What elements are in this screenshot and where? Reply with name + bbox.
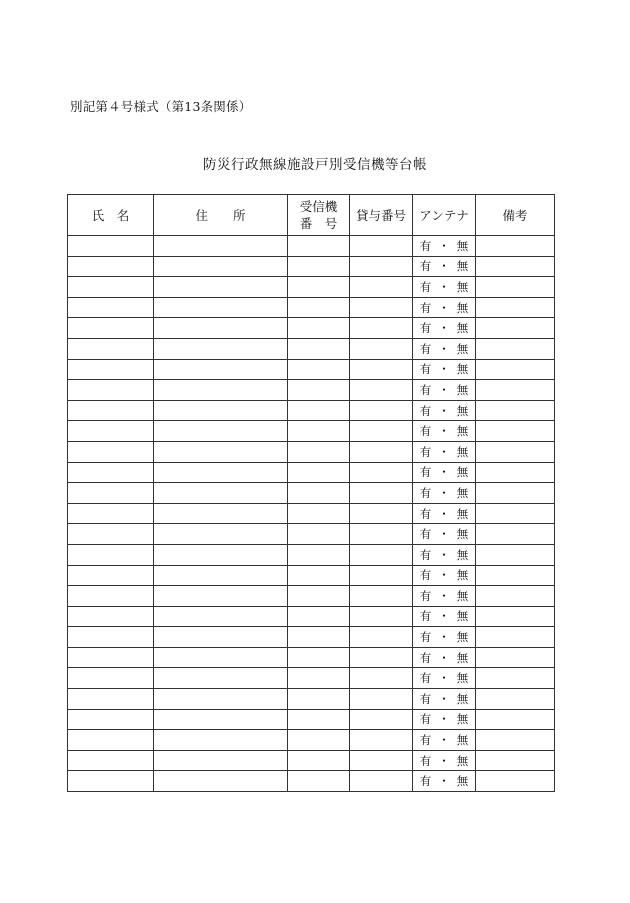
antenna-option-yes: 有: [419, 300, 432, 315]
cell-remarks[interactable]: [476, 483, 555, 504]
antenna-option-no: 無: [456, 279, 469, 294]
antenna-option-yes: 有: [419, 485, 432, 500]
antenna-option-yes: 有: [419, 588, 432, 603]
cell-receiver-number[interactable]: [288, 277, 350, 298]
cell-address[interactable]: [154, 236, 288, 257]
cell-loan-number[interactable]: [350, 421, 413, 442]
cell-antenna: [413, 338, 476, 359]
header-receiver-number-line1: 受信機: [299, 199, 338, 214]
antenna-option-no: 無: [456, 630, 469, 645]
cell-name[interactable]: [68, 421, 154, 442]
cell-receiver-number[interactable]: [288, 400, 350, 421]
cell-name[interactable]: [68, 524, 154, 545]
cell-loan-number[interactable]: [350, 565, 413, 586]
antenna-option-yes: 有: [419, 774, 432, 789]
header-row: [68, 195, 555, 236]
cell-remarks[interactable]: [476, 441, 555, 462]
antenna-option-yes: 有: [419, 506, 432, 521]
cell-remarks[interactable]: [476, 606, 555, 627]
antenna-option-yes: 有: [419, 671, 432, 686]
table-row: [68, 441, 555, 462]
table-row: [68, 380, 555, 401]
cell-antenna: [413, 709, 476, 730]
receiver-ledger-table: [67, 194, 555, 792]
cell-address[interactable]: [154, 318, 288, 339]
cell-loan-number[interactable]: [350, 441, 413, 462]
ledger-body: [68, 236, 555, 792]
cell-name[interactable]: [68, 462, 154, 483]
cell-address[interactable]: [154, 606, 288, 627]
antenna-option-no: 無: [456, 362, 469, 377]
cell-name[interactable]: [68, 400, 154, 421]
cell-remarks[interactable]: [476, 544, 555, 565]
antenna-option-yes: 有: [419, 465, 432, 480]
cell-antenna: [413, 565, 476, 586]
cell-name[interactable]: [68, 544, 154, 565]
cell-remarks[interactable]: [476, 730, 555, 751]
table-row: [68, 462, 555, 483]
cell-loan-number[interactable]: [350, 503, 413, 524]
cell-name[interactable]: [68, 730, 154, 751]
antenna-separator: ・: [438, 444, 450, 459]
antenna-option-yes: 有: [419, 444, 432, 459]
table-row: [68, 565, 555, 586]
cell-antenna: [413, 730, 476, 751]
cell-remarks[interactable]: [476, 627, 555, 648]
antenna-option-no: 無: [456, 300, 469, 315]
cell-address[interactable]: [154, 586, 288, 607]
cell-address[interactable]: [154, 647, 288, 668]
cell-remarks[interactable]: [476, 503, 555, 524]
cell-remarks[interactable]: [476, 359, 555, 380]
cell-antenna: [413, 462, 476, 483]
table-row: [68, 421, 555, 442]
cell-receiver-number[interactable]: [288, 586, 350, 607]
antenna-option-no: 無: [456, 671, 469, 686]
cell-name[interactable]: [68, 586, 154, 607]
cell-loan-number[interactable]: [350, 256, 413, 277]
header-name: 氏 名: [68, 195, 154, 236]
cell-remarks[interactable]: [476, 380, 555, 401]
cell-receiver-number[interactable]: [288, 668, 350, 689]
antenna-option-yes: 有: [419, 691, 432, 706]
cell-address[interactable]: [154, 462, 288, 483]
cell-remarks[interactable]: [476, 236, 555, 257]
cell-remarks[interactable]: [476, 256, 555, 277]
cell-antenna: [413, 236, 476, 257]
antenna-option-no: 無: [456, 753, 469, 768]
antenna-separator: ・: [438, 753, 450, 768]
antenna-option-yes: 有: [419, 403, 432, 418]
form-number: 別記第４号様式（第13条関係）: [70, 99, 252, 114]
cell-antenna: [413, 771, 476, 792]
table-row: [68, 503, 555, 524]
cell-receiver-number[interactable]: [288, 503, 350, 524]
table-row: [68, 606, 555, 627]
cell-name[interactable]: [68, 359, 154, 380]
cell-antenna: [413, 586, 476, 607]
cell-antenna: [413, 421, 476, 442]
antenna-option-no: 無: [456, 403, 469, 418]
cell-remarks[interactable]: [476, 400, 555, 421]
cell-address[interactable]: [154, 627, 288, 648]
table-row: [68, 771, 555, 792]
antenna-separator: ・: [438, 630, 450, 645]
antenna-separator: ・: [438, 671, 450, 686]
cell-address[interactable]: [154, 689, 288, 710]
cell-antenna: [413, 627, 476, 648]
cell-antenna: [413, 606, 476, 627]
cell-name[interactable]: [68, 771, 154, 792]
antenna-separator: ・: [438, 382, 450, 397]
cell-antenna: [413, 483, 476, 504]
cell-antenna: [413, 441, 476, 462]
cell-loan-number[interactable]: [350, 236, 413, 257]
cell-remarks[interactable]: [476, 338, 555, 359]
table-row: [68, 689, 555, 710]
header-antenna: アンテナ: [413, 195, 476, 236]
cell-receiver-number[interactable]: [288, 647, 350, 668]
cell-antenna: [413, 668, 476, 689]
cell-name[interactable]: [68, 380, 154, 401]
cell-name[interactable]: [68, 483, 154, 504]
cell-remarks[interactable]: [476, 750, 555, 771]
cell-address[interactable]: [154, 771, 288, 792]
antenna-option-no: 無: [456, 691, 469, 706]
cell-address[interactable]: [154, 380, 288, 401]
cell-receiver-number[interactable]: [288, 771, 350, 792]
antenna-option-no: 無: [456, 650, 469, 665]
antenna-option-yes: 有: [419, 568, 432, 583]
cell-antenna: [413, 318, 476, 339]
cell-antenna: [413, 256, 476, 277]
antenna-option-no: 無: [456, 547, 469, 562]
antenna-separator: ・: [438, 465, 450, 480]
antenna-option-no: 無: [456, 527, 469, 542]
table-row: [68, 400, 555, 421]
antenna-option-yes: 有: [419, 609, 432, 624]
cell-receiver-number[interactable]: [288, 750, 350, 771]
table-row: [68, 359, 555, 380]
antenna-option-no: 無: [456, 568, 469, 583]
cell-receiver-number[interactable]: [288, 709, 350, 730]
cell-loan-number[interactable]: [350, 606, 413, 627]
cell-address[interactable]: [154, 544, 288, 565]
cell-antenna: [413, 750, 476, 771]
antenna-option-yes: 有: [419, 547, 432, 562]
cell-remarks[interactable]: [476, 462, 555, 483]
cell-antenna: [413, 647, 476, 668]
cell-name[interactable]: [68, 565, 154, 586]
cell-remarks[interactable]: [476, 668, 555, 689]
antenna-option-no: 無: [456, 485, 469, 500]
cell-receiver-number[interactable]: [288, 462, 350, 483]
cell-loan-number[interactable]: [350, 400, 413, 421]
cell-name[interactable]: [68, 627, 154, 648]
table-row: [68, 297, 555, 318]
antenna-option-no: 無: [456, 712, 469, 727]
antenna-option-yes: 有: [419, 527, 432, 542]
antenna-separator: ・: [438, 712, 450, 727]
cell-name[interactable]: [68, 236, 154, 257]
cell-loan-number[interactable]: [350, 750, 413, 771]
cell-address[interactable]: [154, 421, 288, 442]
cell-receiver-number[interactable]: [288, 441, 350, 462]
cell-loan-number[interactable]: [350, 709, 413, 730]
antenna-option-no: 無: [456, 321, 469, 336]
antenna-separator: ・: [438, 609, 450, 624]
table-row: [68, 318, 555, 339]
cell-receiver-number[interactable]: [288, 565, 350, 586]
cell-receiver-number[interactable]: [288, 627, 350, 648]
header-address: 住 所: [154, 195, 288, 236]
antenna-separator: ・: [438, 691, 450, 706]
cell-name[interactable]: [68, 750, 154, 771]
antenna-separator: ・: [438, 300, 450, 315]
cell-receiver-number[interactable]: [288, 421, 350, 442]
antenna-option-yes: 有: [419, 238, 432, 253]
cell-name[interactable]: [68, 709, 154, 730]
cell-remarks[interactable]: [476, 524, 555, 545]
cell-address[interactable]: [154, 565, 288, 586]
antenna-option-no: 無: [456, 444, 469, 459]
cell-loan-number[interactable]: [350, 730, 413, 751]
cell-loan-number[interactable]: [350, 359, 413, 380]
cell-antenna: [413, 689, 476, 710]
antenna-separator: ・: [438, 259, 450, 274]
antenna-option-no: 無: [456, 506, 469, 521]
cell-address[interactable]: [154, 750, 288, 771]
cell-address[interactable]: [154, 400, 288, 421]
antenna-option-yes: 有: [419, 753, 432, 768]
cell-loan-number[interactable]: [350, 771, 413, 792]
antenna-separator: ・: [438, 279, 450, 294]
cell-loan-number[interactable]: [350, 297, 413, 318]
cell-address[interactable]: [154, 277, 288, 298]
table-row: [68, 544, 555, 565]
table-row: [68, 338, 555, 359]
table-row: [68, 483, 555, 504]
cell-address[interactable]: [154, 483, 288, 504]
antenna-option-yes: 有: [419, 321, 432, 336]
antenna-separator: ・: [438, 424, 450, 439]
antenna-separator: ・: [438, 485, 450, 500]
cell-antenna: [413, 544, 476, 565]
cell-name[interactable]: [68, 441, 154, 462]
cell-antenna: [413, 380, 476, 401]
cell-name[interactable]: [68, 503, 154, 524]
antenna-option-no: 無: [456, 609, 469, 624]
cell-name[interactable]: [68, 256, 154, 277]
antenna-separator: ・: [438, 547, 450, 562]
cell-receiver-number[interactable]: [288, 483, 350, 504]
cell-receiver-number[interactable]: [288, 380, 350, 401]
cell-address[interactable]: [154, 730, 288, 751]
antenna-option-no: 無: [456, 588, 469, 603]
cell-remarks[interactable]: [476, 771, 555, 792]
cell-receiver-number[interactable]: [288, 256, 350, 277]
cell-address[interactable]: [154, 256, 288, 277]
cell-loan-number[interactable]: [350, 462, 413, 483]
cell-remarks[interactable]: [476, 689, 555, 710]
table-row: [68, 730, 555, 751]
cell-name[interactable]: [68, 338, 154, 359]
cell-name[interactable]: [68, 606, 154, 627]
table-row: [68, 668, 555, 689]
cell-loan-number[interactable]: [350, 338, 413, 359]
antenna-option-yes: 有: [419, 341, 432, 356]
antenna-option-yes: 有: [419, 382, 432, 397]
cell-remarks[interactable]: [476, 647, 555, 668]
cell-loan-number[interactable]: [350, 483, 413, 504]
cell-antenna: [413, 359, 476, 380]
table-row: [68, 627, 555, 648]
cell-loan-number[interactable]: [350, 544, 413, 565]
antenna-separator: ・: [438, 238, 450, 253]
antenna-option-no: 無: [456, 424, 469, 439]
antenna-separator: ・: [438, 568, 450, 583]
table-row: [68, 647, 555, 668]
cell-antenna: [413, 277, 476, 298]
cell-remarks[interactable]: [476, 318, 555, 339]
document-title: 防災行政無線施設戸別受信機等台帳: [203, 157, 427, 173]
antenna-separator: ・: [438, 506, 450, 521]
cell-receiver-number[interactable]: [288, 297, 350, 318]
cell-address[interactable]: [154, 503, 288, 524]
cell-name[interactable]: [68, 668, 154, 689]
antenna-separator: ・: [438, 527, 450, 542]
cell-receiver-number[interactable]: [288, 524, 350, 545]
antenna-option-yes: 有: [419, 424, 432, 439]
table-row: [68, 256, 555, 277]
cell-address[interactable]: [154, 709, 288, 730]
antenna-separator: ・: [438, 321, 450, 336]
cell-antenna: [413, 297, 476, 318]
antenna-separator: ・: [438, 362, 450, 377]
cell-receiver-number[interactable]: [288, 544, 350, 565]
antenna-option-yes: 有: [419, 712, 432, 727]
cell-name[interactable]: [68, 318, 154, 339]
header-loan-number: 貸与番号: [350, 195, 413, 236]
cell-name[interactable]: [68, 689, 154, 710]
cell-remarks[interactable]: [476, 565, 555, 586]
antenna-option-no: 無: [456, 382, 469, 397]
cell-loan-number[interactable]: [350, 586, 413, 607]
table-row: [68, 236, 555, 257]
header-remarks: 備考: [476, 195, 555, 236]
cell-remarks[interactable]: [476, 297, 555, 318]
cell-loan-number[interactable]: [350, 277, 413, 298]
cell-loan-number[interactable]: [350, 647, 413, 668]
antenna-option-no: 無: [456, 341, 469, 356]
cell-loan-number[interactable]: [350, 627, 413, 648]
table-row: [68, 524, 555, 545]
antenna-separator: ・: [438, 650, 450, 665]
cell-loan-number[interactable]: [350, 318, 413, 339]
antenna-option-yes: 有: [419, 362, 432, 377]
cell-remarks[interactable]: [476, 421, 555, 442]
cell-receiver-number[interactable]: [288, 359, 350, 380]
header-receiver-number-line2: 番 号: [299, 216, 338, 231]
cell-address[interactable]: [154, 338, 288, 359]
cell-loan-number[interactable]: [350, 524, 413, 545]
antenna-option-no: 無: [456, 774, 469, 789]
cell-receiver-number[interactable]: [288, 730, 350, 751]
antenna-option-no: 無: [456, 259, 469, 274]
cell-receiver-number[interactable]: [288, 236, 350, 257]
cell-name[interactable]: [68, 297, 154, 318]
cell-address[interactable]: [154, 441, 288, 462]
antenna-separator: ・: [438, 774, 450, 789]
cell-name[interactable]: [68, 647, 154, 668]
cell-address[interactable]: [154, 359, 288, 380]
cell-antenna: [413, 400, 476, 421]
antenna-separator: ・: [438, 341, 450, 356]
cell-receiver-number[interactable]: [288, 318, 350, 339]
antenna-option-no: 無: [456, 733, 469, 748]
antenna-option-yes: 有: [419, 650, 432, 665]
antenna-option-no: 無: [456, 238, 469, 253]
cell-receiver-number[interactable]: [288, 689, 350, 710]
antenna-option-yes: 有: [419, 279, 432, 294]
cell-address[interactable]: [154, 668, 288, 689]
cell-receiver-number[interactable]: [288, 606, 350, 627]
antenna-option-yes: 有: [419, 630, 432, 645]
cell-loan-number[interactable]: [350, 689, 413, 710]
cell-antenna: [413, 524, 476, 545]
table-row: [68, 750, 555, 771]
antenna-separator: ・: [438, 733, 450, 748]
cell-name[interactable]: [68, 277, 154, 298]
cell-loan-number[interactable]: [350, 380, 413, 401]
cell-loan-number[interactable]: [350, 668, 413, 689]
table-row: [68, 277, 555, 298]
cell-receiver-number[interactable]: [288, 338, 350, 359]
cell-remarks[interactable]: [476, 586, 555, 607]
cell-address[interactable]: [154, 297, 288, 318]
antenna-option-yes: 有: [419, 733, 432, 748]
antenna-separator: ・: [438, 403, 450, 418]
header-receiver-number: [288, 195, 350, 236]
cell-address[interactable]: [154, 524, 288, 545]
cell-remarks[interactable]: [476, 709, 555, 730]
antenna-separator: ・: [438, 588, 450, 603]
cell-remarks[interactable]: [476, 277, 555, 298]
cell-antenna: [413, 503, 476, 524]
antenna-option-yes: 有: [419, 259, 432, 274]
table-row: [68, 709, 555, 730]
table-row: [68, 586, 555, 607]
antenna-option-no: 無: [456, 465, 469, 480]
